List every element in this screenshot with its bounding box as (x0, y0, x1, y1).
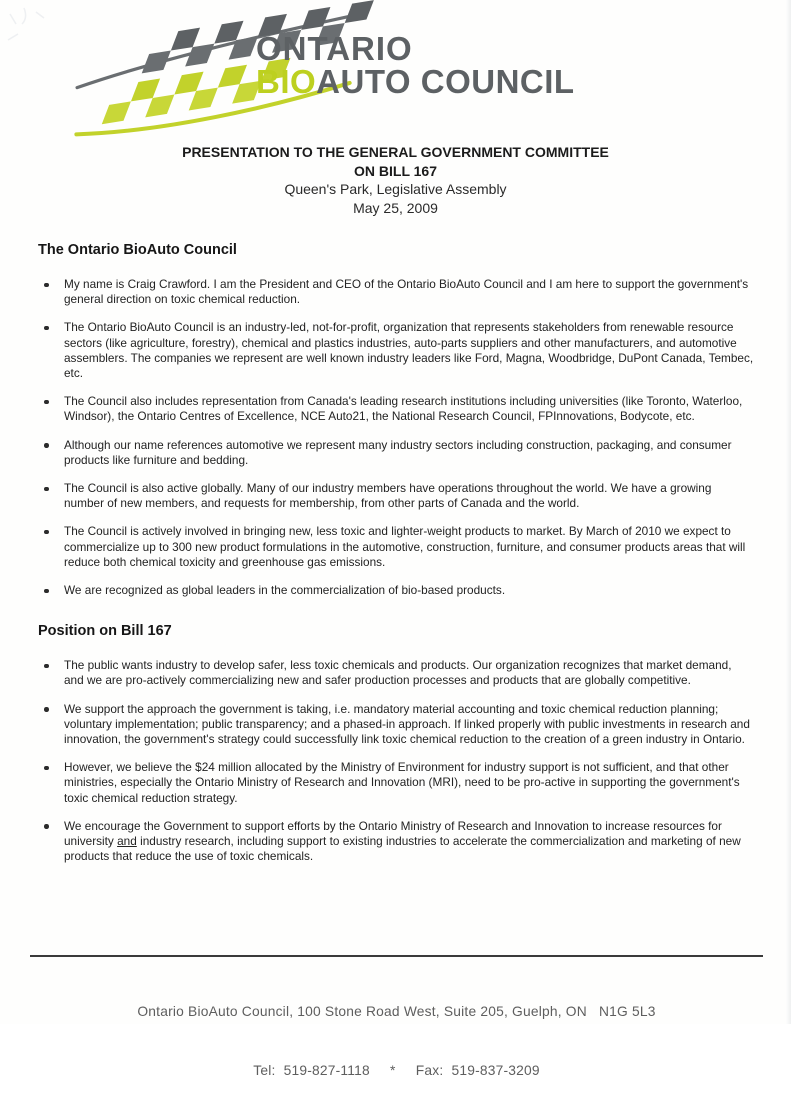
section-heading-council: The Ontario BioAuto Council (38, 242, 237, 258)
bullet-item (38, 277, 754, 307)
title-line-2: ON BILL 167 (354, 162, 437, 179)
document-footer (30, 955, 763, 1119)
footer-phone-fax: Tel: 519-827-1118 * Fax: 519-837-3209 (253, 1062, 540, 1078)
bullet-icon (44, 443, 49, 448)
scan-edge-shadow (786, 0, 791, 1024)
bullet-icon (44, 326, 49, 331)
bullet-icon (44, 589, 49, 594)
bullet-item (38, 320, 754, 381)
bullet-item (38, 760, 754, 806)
bullet-icon (44, 530, 49, 535)
bullet-icon (44, 400, 49, 405)
bullet-text: However, we believe the $24 million allocated by the Ministry of Environment for industry support is not sufficient, and that other ministries, especially the Ontario Ministry of Research and Innovation (MRI), need to be pro-active in supporting the government's toxic chemical reduction strategy. (64, 760, 740, 805)
bullet-text: Although our name references automotive we represent many industry sectors including construction, packaging, and consumer products like furniture and bedding. (64, 437, 732, 467)
bullet-text: My name is Craig Crawford. I am the President and CEO of the Ontario BioAuto Council and I am here to support the government's general direction on toxic chemical reduction. (64, 277, 749, 307)
document-title-block (0, 143, 791, 217)
bullet-text-underlined: and (117, 834, 137, 849)
bullet-item (38, 394, 754, 424)
logo-word-ontario: ONTARIO (256, 30, 413, 67)
footer-address: Ontario BioAuto Council, 100 Stone Road West, Suite 205, Guelph, ON N1G 5L3 (137, 1004, 656, 1019)
bullet-item (38, 702, 754, 748)
bullet-icon (44, 487, 49, 492)
bullet-icon (44, 824, 49, 829)
bullet-item (38, 481, 754, 511)
bullet-text: We support the approach the government is taking, i.e. mandatory material accounting and toxic chemical reduction planning; voluntary implementation; public transparency; and a phased-in approach. If linked properly with public investments in research and innovation, the government's strategy could successfully link toxic chemical reduction to the creation of a green industry in Ontario. (64, 701, 750, 747)
bullet-item (38, 524, 754, 570)
title-line-1: PRESENTATION TO THE GENERAL GOVERNMENT COMMITTEE (182, 144, 609, 160)
bullet-item (38, 583, 754, 598)
logo-word-bio: BIO (256, 63, 317, 100)
bullet-text: The Ontario BioAuto Council is an industry-led, not-for-profit, organization that represents stakeholders from renewable resource sectors (like agriculture, forestry), chemical and plastics industries, auto-parts suppliers and other manufacturers, and automotive assemblers. The companies we represent are well known industry leaders like Ford, Magna, Woodbridge, DuPont Canada, Tembec, etc. (64, 320, 754, 381)
section-heading-position: Position on Bill 167 (38, 623, 172, 640)
pencil-scribble-mark (2, 2, 122, 62)
bullet-icon (44, 766, 49, 771)
logo-word-auto-council: AUTO COUNCIL (316, 63, 575, 100)
bullet-item (38, 819, 754, 865)
title-venue: Queen's Park, Legislative Assembly (284, 181, 507, 197)
bullet-text: The Council also includes representation from Canada's leading research institutions including universities (like Toronto, Waterloo, Windsor), the Ontario Centres of Excellence, NCE Auto21, the National Research Council, FPInnovations, Bodycote, etc. (64, 394, 743, 424)
bullet-icon (44, 664, 49, 669)
bullet-text: The Council is also active globally. Many of our industry members have operations throughout the world. We have a growing number of new members, and requests for membership, from other parts of Canada and the world. (64, 481, 712, 511)
svg-text:BIOAUTO COUNCIL (256, 63, 575, 100)
bullet-text: We are recognized as global leaders in the commercialization of bio-based products. (64, 583, 506, 598)
bullet-text: The public wants industry to develop safer, less toxic chemicals and products. Our organization recognizes that market demand, and we are pro-actively commercializing new and safer production processes and products that are globally competitive. (64, 658, 732, 688)
document-body (0, 242, 791, 864)
checkered-flag-logo-icon (88, 20, 575, 114)
title-date: May 25, 2009 (353, 199, 438, 216)
bullet-icon (44, 707, 49, 712)
bullet-item (38, 658, 754, 688)
position-bullet-list (38, 658, 755, 864)
bullet-text-post: industry research, including support to existing industries to accelerate the commercialization and marketing of new products that reduce the use of toxic chemicals. (64, 834, 741, 864)
bullet-icon (44, 283, 49, 288)
council-bullet-list (38, 277, 755, 598)
bullet-item (38, 438, 754, 468)
bullet-text-pre: We encourage the Government to support efforts by the Ontario Ministry of Research and Innovation to increase resources for university (64, 818, 722, 849)
bullet-text: The Council is actively involved in bringing new, less toxic and lighter-weight products to market. By March of 2010 we expect to commercialize up to 300 new product formulations in the automotive, construction, furniture, and consumer products areas that will reduce both chemical toxicity and greenhouse gas emissions. (64, 524, 746, 569)
